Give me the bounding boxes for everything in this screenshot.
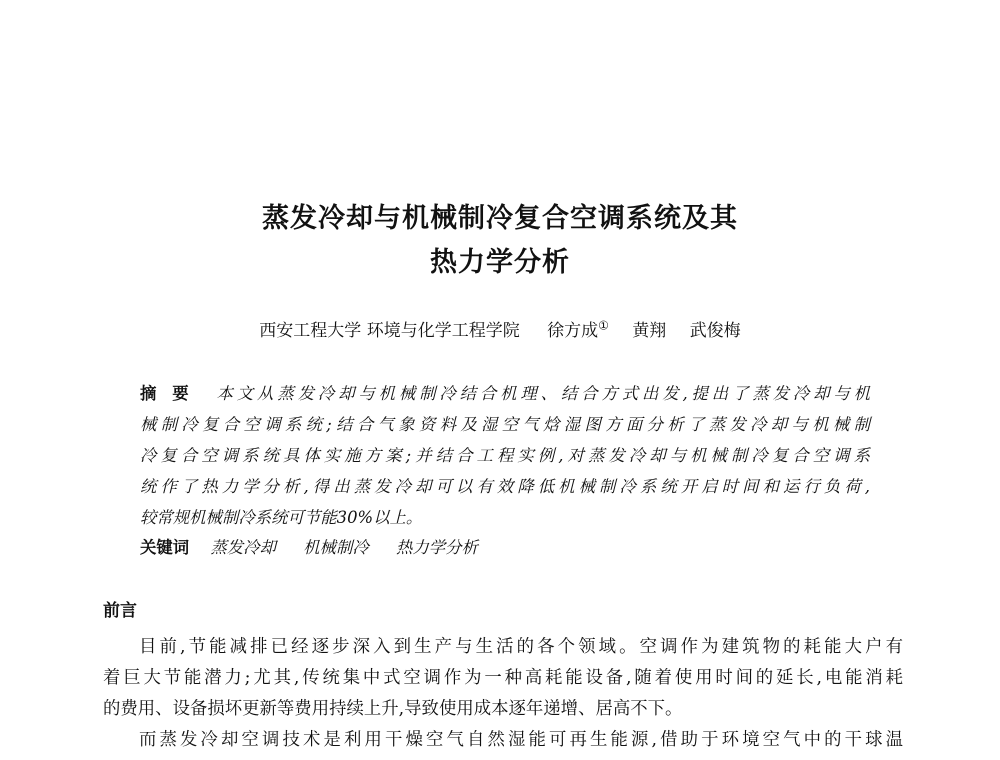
paragraph-line: 而蒸发冷却空调技术是利用干燥空气自然湿能可再生能源,借助于环境空气中的干球温 (139, 730, 903, 750)
keywords (140, 534, 500, 562)
paper-title-line-1: 蒸发冷却与机械制冷复合空调系统及其 (262, 203, 738, 234)
affiliation: 西安工程大学 环境与化学工程学院 (259, 321, 520, 341)
author-name (547, 318, 609, 341)
keyword: 机械制冷 (303, 538, 369, 557)
author-footnote-mark: ① (598, 318, 609, 333)
abstract-line-text: 本文从蒸发冷却与机械制冷结合机理、结合方式出发,提出了蒸发冷却与机 (216, 384, 871, 403)
author-name: 武俊梅 (689, 321, 741, 341)
byline (0, 318, 1000, 344)
abstract (140, 378, 870, 533)
abstract-line: 械制冷复合空调系统;结合气象资料及湿空气焓湿图方面分析了蒸发冷却与机械制 (140, 415, 870, 434)
author-name-text: 徐方成 (547, 321, 599, 341)
abstract-line (140, 378, 870, 409)
abstract-line: 较常规机械制冷系统可节能30%以上。 (140, 508, 423, 527)
paragraph-line: 着巨大节能潜力;尤其,传统集中式空调作为一种高耗能设备,随着使用时间的延长,电能消耗 (103, 668, 903, 688)
abstract-line: 冷复合空调系统具体实施方案;并结合工程实例,对蒸发冷却与机械制冷复合空调系 (140, 446, 870, 465)
section-heading: 前言 (103, 601, 137, 621)
keywords-label: 关键词 (140, 538, 190, 557)
abstract-line: 统作了热力学分析,得出蒸发冷却可以有效降低机械制冷系统开启时间和运行负荷, (140, 477, 870, 496)
paragraph-line: 的费用、设备损坏更新等费用持续上升,导致使用成本逐年递增、居高不下。 (103, 699, 683, 719)
keyword: 热力学分析 (395, 538, 478, 557)
keyword: 蒸发冷却 (210, 538, 276, 557)
author-name: 黄翔 (632, 321, 667, 341)
paper-title-line-2: 热力学分析 (430, 247, 570, 278)
section-body (103, 632, 903, 756)
abstract-label: 摘要 (140, 384, 205, 403)
paragraph-line: 目前,节能减排已经逐步深入到生产与生活的各个领域。空调作为建筑物的耗能大户有 (139, 637, 903, 657)
